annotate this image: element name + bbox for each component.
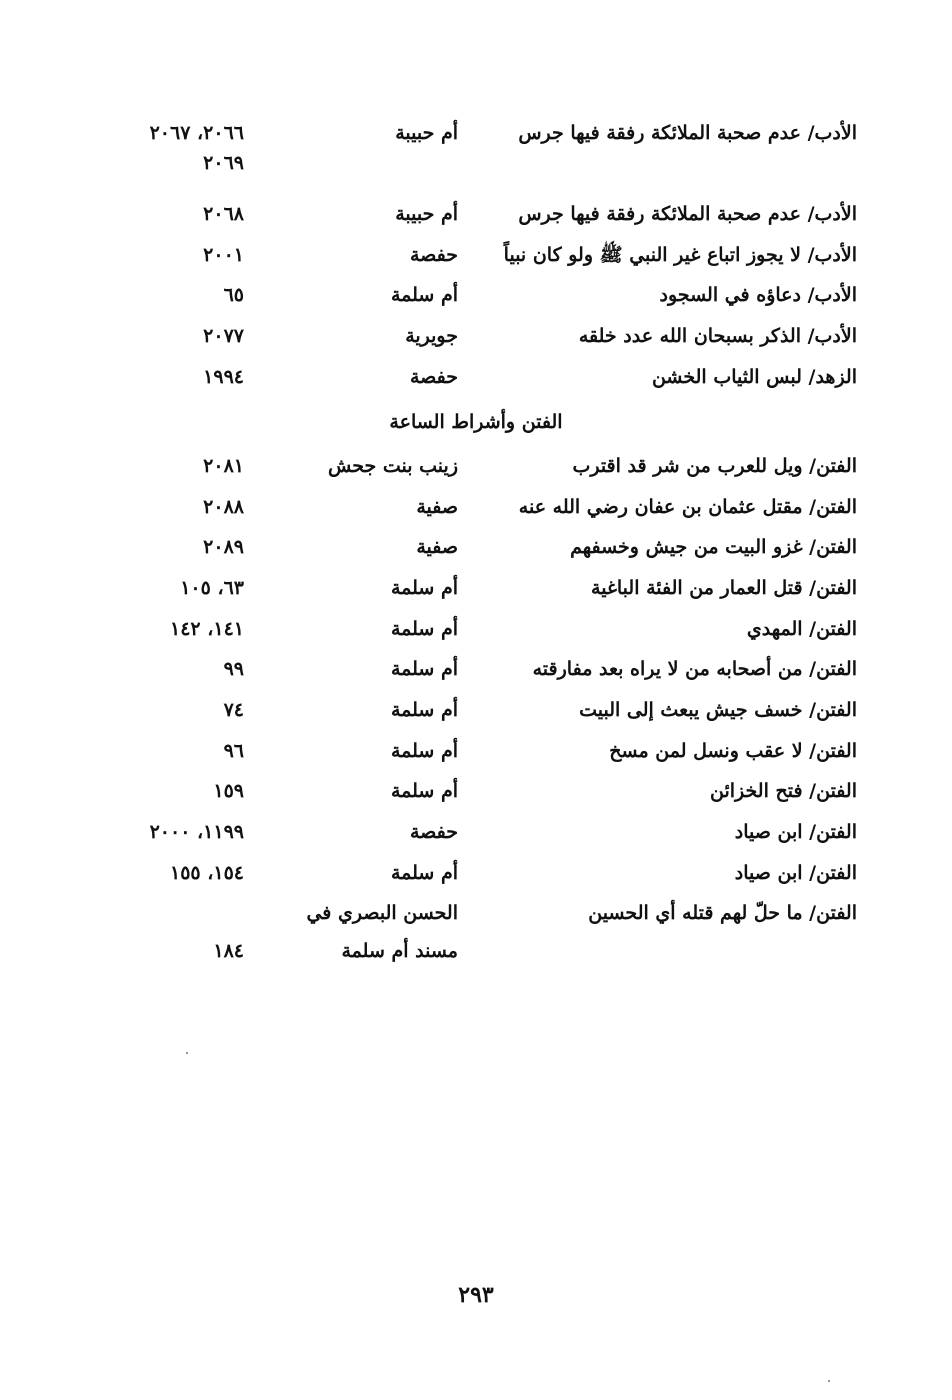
index-row — [0, 449, 952, 489]
index-row — [0, 652, 952, 692]
narrator-cell: أم سلمة — [390, 740, 458, 762]
topic-cell: الأدب/ دعاؤه في السجود — [659, 284, 857, 306]
narrator-cell: حفصة — [409, 821, 458, 843]
page-number: ٢٩٣ — [458, 1282, 494, 1308]
index-row — [0, 238, 952, 278]
narrator-cell: صفية — [416, 496, 458, 518]
index-row — [0, 856, 952, 896]
narrator-cell: أم سلمة — [390, 577, 458, 599]
topic-cell: الفتن/ المهدي — [746, 618, 857, 640]
index-row — [0, 530, 952, 570]
narrator-cell: أم سلمة — [390, 284, 458, 306]
topic-cell: الفتن/ ابن صياد — [734, 862, 857, 884]
index-row — [0, 278, 952, 318]
scan-speck — [828, 1380, 830, 1382]
topic-cell: الأدب/ لا يجوز اتباع غير النبي ﷺ ولو كان نبياً — [503, 244, 857, 266]
topic-cell: الفتن/ فتح الخزائن — [710, 780, 857, 802]
narrator-cell: الحسن البصري في — [306, 902, 458, 924]
narrator-cell: أم سلمة — [390, 618, 458, 640]
scan-speck — [186, 1052, 188, 1054]
narrator-cell: صفية — [416, 536, 458, 558]
index-row — [0, 734, 952, 774]
refs-cell: ٢٠٦٩ — [203, 152, 244, 174]
narrator-cell: مسند أم سلمة — [341, 940, 458, 962]
topic-cell: الأدب/ الذكر بسبحان الله عدد خلقه — [578, 325, 857, 347]
refs-cell: ٢٠٠١ — [203, 244, 244, 266]
refs-cell: ٢٠٨١ — [203, 455, 244, 477]
refs-cell: ٢٠٦٨ — [203, 203, 244, 225]
index-row — [0, 896, 952, 936]
index-row — [0, 815, 952, 855]
section-heading: الفتن وأشراط الساعة — [389, 411, 563, 433]
topic-cell: الفتن/ من أصحابه من لا يراه بعد مفارقته — [532, 658, 857, 680]
topic-cell: الفتن/ مقتل عثمان بن عفان رضي الله عنه — [518, 496, 857, 518]
narrator-cell: أم سلمة — [390, 780, 458, 802]
refs-cell: ١٥٩ — [213, 780, 244, 802]
narrator-cell: زينب بنت جحش — [328, 455, 458, 477]
topic-cell: الزهد/ لبس الثياب الخشن — [651, 366, 857, 388]
narrator-cell: أم حبيبة — [395, 203, 458, 225]
topic-cell: الفتن/ غزو البيت من جيش وخسفهم — [570, 536, 857, 558]
index-row — [0, 490, 952, 530]
refs-cell: ٢٠٦٦، ٢٠٦٧ — [149, 122, 244, 144]
topic-cell: الأدب/ عدم صحبة الملائكة رفقة فيها جرس — [518, 203, 857, 225]
topic-cell: الأدب/ عدم صحبة الملائكة رفقة فيها جرس — [518, 122, 857, 144]
narrator-cell: حفصة — [409, 366, 458, 388]
narrator-cell: أم سلمة — [390, 862, 458, 884]
index-row — [0, 197, 952, 237]
index-row — [0, 693, 952, 733]
refs-cell: ١١٩٩، ٢٠٠٠ — [149, 821, 244, 843]
index-row — [0, 319, 952, 359]
topic-cell: الفتن/ قتل العمار من الفئة الباغية — [591, 577, 857, 599]
narrator-cell: أم سلمة — [390, 658, 458, 680]
topic-cell: الفتن/ ابن صياد — [734, 821, 857, 843]
index-row — [0, 934, 952, 974]
index-row — [0, 612, 952, 652]
refs-cell: ٢٠٧٧ — [203, 325, 244, 347]
topic-cell: الفتن/ ويل للعرب من شر قد اقترب — [572, 455, 857, 477]
refs-cell: ٧٤ — [223, 699, 244, 721]
index-row — [0, 360, 952, 400]
refs-cell: ٢٠٨٨ — [203, 496, 244, 518]
refs-cell: ٦٣، ١٠٥ — [180, 577, 244, 599]
refs-cell: ١٨٤ — [213, 940, 244, 962]
refs-cell: ٢٠٨٩ — [203, 536, 244, 558]
index-row — [0, 146, 952, 186]
index-row — [0, 774, 952, 814]
topic-cell: الفتن/ لا عقب ونسل لمن مسخ — [609, 740, 857, 762]
narrator-cell: أم حبيبة — [395, 122, 458, 144]
narrator-cell: حفصة — [409, 244, 458, 266]
refs-cell: ١٩٩٤ — [203, 366, 244, 388]
refs-cell: ٩٦ — [223, 740, 244, 762]
narrator-cell: أم سلمة — [390, 699, 458, 721]
index-row — [0, 571, 952, 611]
refs-cell: ١٤١، ١٤٢ — [170, 618, 244, 640]
topic-cell: الفتن/ ما حلّ لهم قتله أي الحسين — [588, 902, 857, 924]
topic-cell: الفتن/ خسف جيش يبعث إلى البيت — [579, 699, 857, 721]
narrator-cell: جويرية — [405, 325, 458, 347]
refs-cell: ١٥٤، ١٥٥ — [170, 862, 244, 884]
refs-cell: ٦٥ — [223, 284, 244, 306]
refs-cell: ٩٩ — [223, 658, 244, 680]
